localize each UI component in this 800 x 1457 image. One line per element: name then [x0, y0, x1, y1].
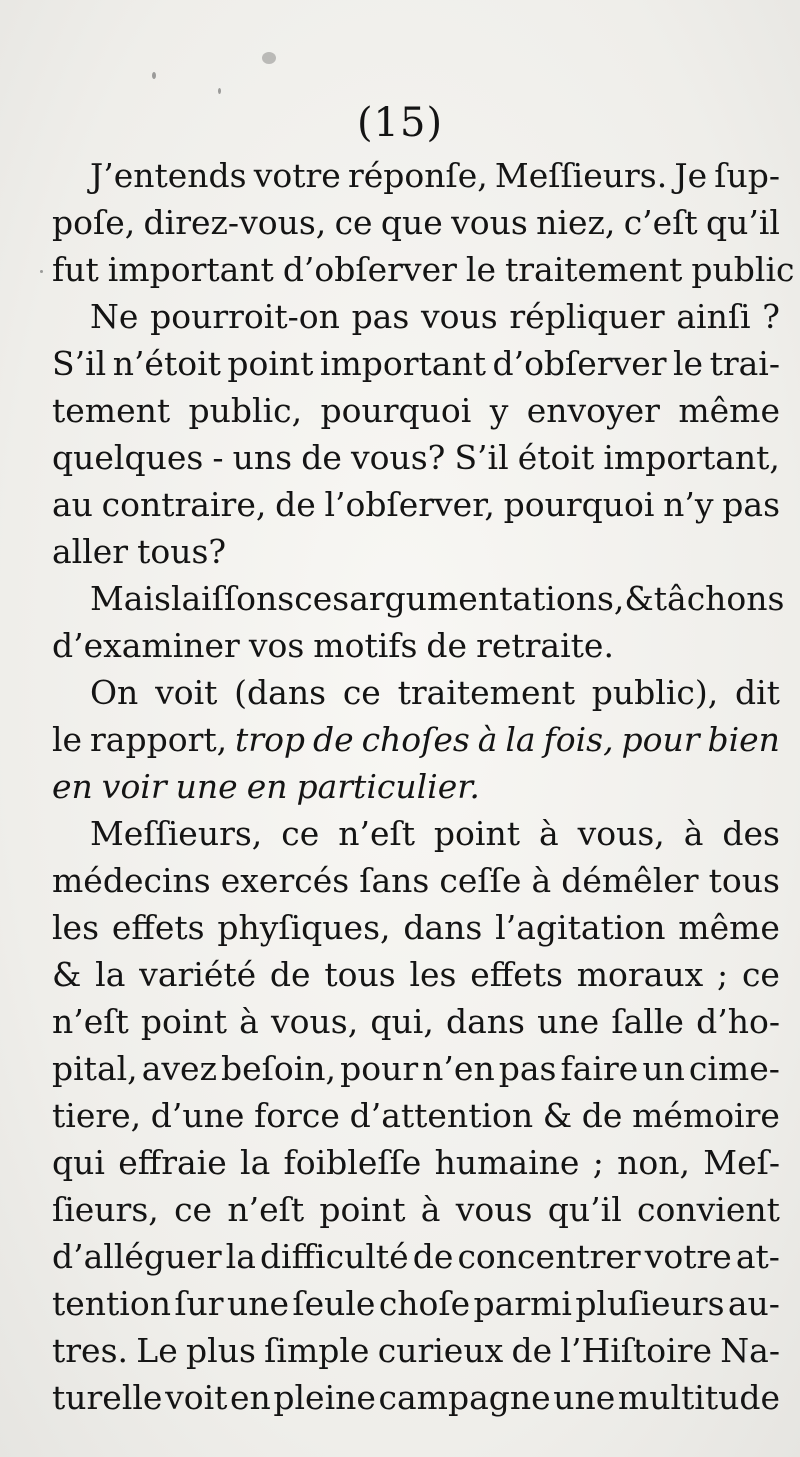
word: contraire,	[101, 485, 267, 524]
word: S’il	[454, 438, 509, 477]
text-line	[52, 1327, 780, 1374]
text-line	[52, 1092, 780, 1139]
word: ceſſe	[439, 861, 522, 900]
word: l’obſerver,	[324, 485, 495, 524]
word: tiere,	[52, 1096, 142, 1135]
text-line	[52, 810, 780, 857]
word: pas	[351, 297, 410, 336]
word: médecins	[52, 861, 211, 900]
word: d’obſerver	[282, 250, 457, 289]
text-line	[52, 1139, 780, 1186]
word: ſur	[174, 1284, 224, 1323]
word: une	[537, 1002, 600, 1041]
word: difficulté	[259, 1237, 409, 1276]
word: Je	[674, 156, 708, 195]
word: choſes	[361, 720, 470, 759]
word: curieux	[377, 1331, 504, 1370]
word: plus	[186, 1331, 256, 1370]
word: y	[489, 391, 509, 430]
word: ſalle	[611, 1002, 684, 1041]
text-line	[52, 763, 780, 810]
text-line	[52, 340, 780, 387]
text-line	[52, 669, 780, 716]
text-line	[52, 528, 780, 575]
word: à	[239, 1002, 259, 1041]
word: tâchons	[653, 579, 785, 618]
page-number: (15)	[356, 100, 444, 146]
text-line	[52, 152, 780, 199]
word: vous	[451, 203, 528, 242]
word: bien	[707, 720, 780, 759]
word: tous?	[137, 532, 227, 571]
word: -	[212, 438, 224, 477]
word: vous,	[271, 1002, 359, 1041]
word: effets	[470, 955, 563, 994]
word: &	[542, 1096, 573, 1135]
word: multitude	[617, 1378, 780, 1417]
word: pas	[498, 1049, 557, 1088]
word: l’Hiſtoire	[560, 1331, 712, 1370]
word: tous	[324, 955, 396, 994]
word: Meſſieurs,	[90, 814, 263, 853]
word: Le	[136, 1331, 178, 1370]
word: qui	[52, 1143, 105, 1182]
word: &	[624, 579, 654, 618]
word: motifs	[313, 626, 418, 665]
word: parmi	[473, 1284, 572, 1323]
text-line	[52, 1374, 780, 1421]
text-line	[52, 622, 780, 669]
word: important,	[603, 438, 780, 477]
word: pour	[340, 1049, 419, 1088]
word: pital,	[52, 1049, 138, 1088]
word: Na-	[720, 1331, 780, 1370]
word: n’étoit	[112, 344, 221, 383]
word: ce	[334, 203, 373, 242]
word: ſeule	[292, 1284, 376, 1323]
word: le	[52, 720, 83, 759]
word: au	[52, 485, 93, 524]
word: une	[175, 767, 238, 806]
word: public,	[188, 391, 303, 430]
word: ce	[174, 1190, 213, 1229]
word: &	[52, 955, 82, 994]
ink-speck	[40, 270, 43, 273]
word: même	[678, 908, 780, 947]
word: la	[240, 1143, 271, 1182]
word: c’eſt	[623, 203, 698, 242]
word: de	[301, 438, 342, 477]
word: (dans	[234, 673, 327, 712]
word: à	[477, 720, 498, 759]
word: fut	[52, 250, 99, 289]
word: pas	[722, 485, 780, 524]
word: faire	[560, 1049, 639, 1088]
text-line	[52, 857, 780, 904]
word: cime-	[688, 1049, 780, 1088]
word: envoyer	[526, 391, 660, 430]
word: Ne	[90, 297, 139, 336]
word: fois,	[543, 720, 614, 759]
word: trop	[235, 720, 306, 759]
word: turelle	[52, 1378, 163, 1417]
text-line	[52, 716, 780, 763]
word: vous	[455, 1190, 533, 1229]
word: une	[553, 1378, 616, 1417]
word: force	[254, 1096, 340, 1135]
word: d’ho-	[696, 1002, 780, 1041]
word: Meſſieurs.	[494, 156, 668, 195]
word: à	[538, 814, 559, 853]
word: en	[52, 767, 93, 806]
word: ;	[717, 955, 729, 994]
word: la	[225, 1237, 256, 1276]
word: point	[227, 344, 314, 383]
text-line	[52, 951, 780, 998]
word: beſoin,	[221, 1049, 337, 1088]
word: argumentations,	[349, 579, 625, 618]
ink-speck	[262, 52, 276, 64]
word: votre	[253, 156, 341, 195]
ink-speck	[218, 88, 221, 94]
word: la	[505, 720, 536, 759]
word: une	[226, 1284, 289, 1323]
word: ces	[294, 579, 350, 618]
word: un	[642, 1049, 685, 1088]
word: concentrer	[457, 1237, 641, 1276]
text-line	[52, 1186, 780, 1233]
word: ſieurs,	[52, 1190, 159, 1229]
word: ;	[592, 1143, 604, 1182]
word: répliquer	[509, 297, 665, 336]
word: ſans	[359, 861, 430, 900]
word: pourquoi	[320, 391, 472, 430]
word: vous,	[577, 814, 665, 853]
word: d’une	[150, 1096, 245, 1135]
word: ce	[281, 814, 320, 853]
word: public	[691, 250, 795, 289]
word: dit	[735, 673, 780, 712]
word: convient	[637, 1190, 780, 1229]
word: uns	[232, 438, 293, 477]
body-text	[52, 152, 795, 1421]
word: variété	[139, 955, 257, 994]
word: dans	[445, 1002, 525, 1041]
word: des	[722, 814, 780, 853]
text-line	[52, 481, 780, 528]
word: tres.	[52, 1331, 128, 1370]
word: qui,	[370, 1002, 434, 1041]
word: foibleſſe	[283, 1143, 422, 1182]
word: poſe,	[52, 203, 136, 242]
word: n’eſt	[52, 1002, 129, 1041]
text-line	[52, 199, 780, 246]
word: le	[465, 250, 496, 289]
word: votre	[644, 1237, 732, 1276]
text-line	[52, 998, 780, 1045]
word: vous?	[350, 438, 446, 477]
word: en	[229, 1378, 271, 1417]
word: rapport,	[90, 720, 228, 759]
word: le	[673, 344, 704, 383]
text-line	[52, 575, 785, 622]
word: traitement	[504, 250, 683, 289]
word: que	[380, 203, 443, 242]
word: exercés	[220, 861, 350, 900]
word: retraite.	[476, 626, 614, 665]
ink-speck	[152, 72, 156, 79]
word: d’obſerver	[492, 344, 667, 383]
word: à	[420, 1190, 441, 1229]
text-line	[52, 246, 795, 293]
word: aller	[52, 532, 129, 571]
text-line	[52, 1233, 780, 1280]
word: important	[107, 250, 274, 289]
word: à	[683, 814, 704, 853]
word: traitement	[397, 673, 575, 712]
word: pour	[621, 720, 700, 759]
word: point	[140, 1002, 227, 1041]
word: moraux	[576, 955, 704, 994]
word: laiſſons	[170, 579, 295, 618]
word: campagne	[378, 1378, 551, 1417]
word: les	[409, 955, 457, 994]
word: voit	[165, 1378, 228, 1417]
word: effraie	[118, 1143, 227, 1182]
text-line	[52, 904, 780, 951]
word: ce	[342, 673, 381, 712]
word: voit	[155, 673, 218, 712]
word: Mais	[90, 579, 171, 618]
word: tement	[52, 391, 171, 430]
word: J’entends	[90, 156, 247, 195]
word: d’attention	[349, 1096, 534, 1135]
word: tention	[52, 1284, 171, 1323]
word: public),	[591, 673, 719, 712]
word: les	[52, 908, 100, 947]
word: non,	[617, 1143, 690, 1182]
word: S’il	[52, 344, 107, 383]
word: de	[426, 626, 468, 665]
word: de	[412, 1237, 454, 1276]
word: pleine	[273, 1378, 376, 1417]
word: pluſieurs	[575, 1284, 725, 1323]
word: voir	[101, 767, 167, 806]
word: humaine	[434, 1143, 580, 1182]
text-line	[52, 434, 780, 481]
word: à	[531, 861, 552, 900]
word: étoit	[517, 438, 595, 477]
word: at-	[735, 1237, 780, 1276]
word: d’examiner	[52, 626, 240, 665]
word: avez	[141, 1049, 217, 1088]
word: pourquoi	[503, 485, 655, 524]
word: point	[319, 1190, 406, 1229]
word: n’eſt	[227, 1190, 305, 1229]
word: ſimple	[264, 1331, 370, 1370]
word: vous	[421, 297, 498, 336]
word: direz-vous,	[143, 203, 327, 242]
word: démêler	[561, 861, 699, 900]
word: Meſ-	[703, 1143, 780, 1182]
text-line	[52, 387, 780, 434]
word: de	[275, 485, 316, 524]
word: de	[269, 955, 311, 994]
word: même	[678, 391, 780, 430]
word: ainſi	[676, 297, 751, 336]
word: de	[581, 1096, 623, 1135]
word: ſup-	[714, 156, 780, 195]
word: effets	[111, 908, 205, 947]
word: ?	[762, 297, 780, 336]
text-line	[52, 1280, 780, 1327]
word: important	[319, 344, 486, 383]
word: tous	[708, 861, 780, 900]
word: au-	[727, 1284, 780, 1323]
word: pourroit-on	[150, 297, 340, 336]
word: qu’il	[547, 1190, 622, 1229]
word: phyſiques,	[217, 908, 391, 947]
word: niez,	[536, 203, 616, 242]
word: d’alléguer	[52, 1237, 222, 1276]
word: dans	[403, 908, 483, 947]
word: qu’il	[705, 203, 780, 242]
word: On	[90, 673, 139, 712]
word: de	[312, 720, 354, 759]
word: réponſe,	[347, 156, 488, 195]
word: vos	[248, 626, 305, 665]
word: en	[246, 767, 288, 806]
word: ce	[741, 955, 780, 994]
word: n’eſt	[338, 814, 415, 853]
text-line	[52, 1045, 780, 1092]
word: de	[511, 1331, 553, 1370]
word: choſe	[378, 1284, 471, 1323]
word: particulier.	[296, 767, 480, 806]
word: trai-	[709, 344, 780, 383]
word: la	[95, 955, 126, 994]
word: mémoire	[632, 1096, 780, 1135]
word: point	[433, 814, 520, 853]
word: n’en	[422, 1049, 495, 1088]
word: n’y	[663, 485, 714, 524]
word: quelques	[52, 438, 204, 477]
word: l’agitation	[495, 908, 666, 947]
text-line	[52, 293, 780, 340]
